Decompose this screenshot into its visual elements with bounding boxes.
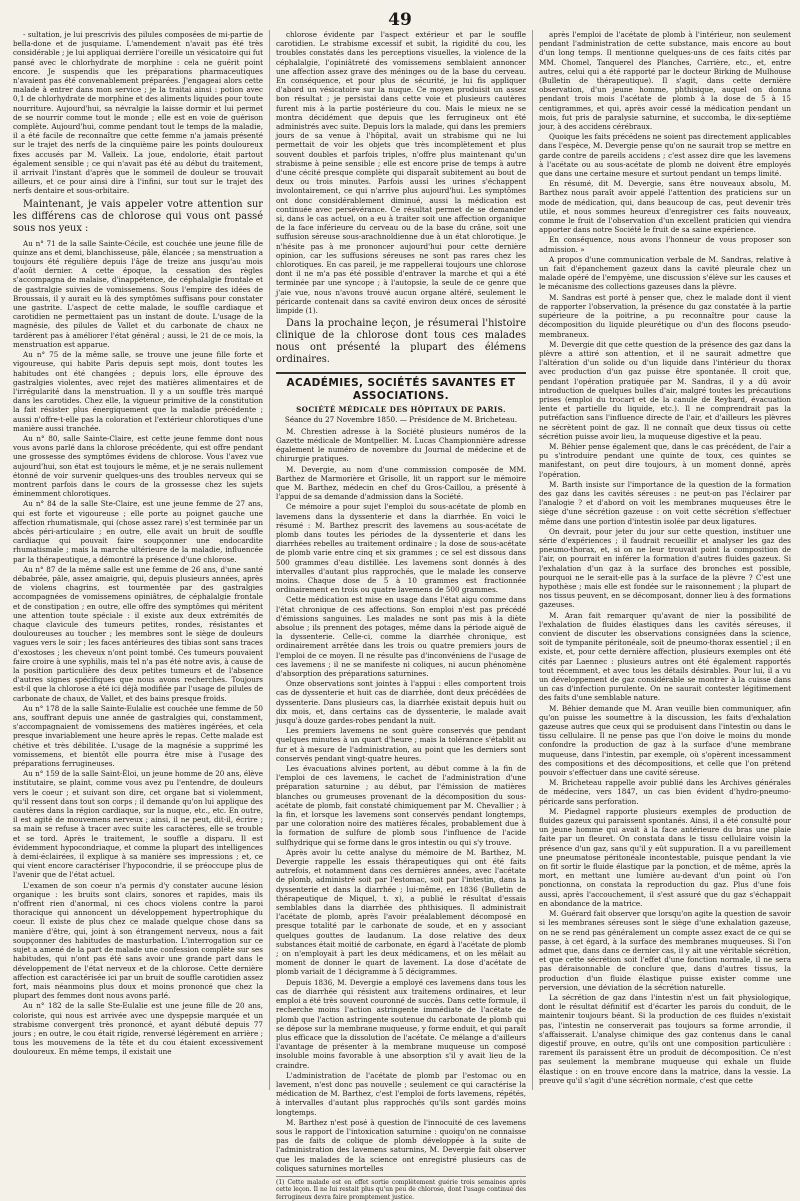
paragraph: M. Piedagnel rapporte plusieurs exemples de production de fluides gazeux qui paraissent spontanés. Ainsi, il a été consulté pour un jeune homme qui avait à la face antérieure du bras une plaie faite par un fleuret. On constata dans le tissu cellulaire voisin la présence d'un gaz, sans qu'il y eût suppuration. Il a vu pareillement une pneumatose péritonéale incontestable, puisque pendant la vie on fit sortir le fluide élastique par la ponction, et de même, après la mort, en mettant une lumière au-devant d'un point où l'on ponctionna, on constata la reproduction du gaz. Plus d'une fois aussi, après l'accouchement, il s'est assuré que du gaz s'échappait en abondance de la matrice. bbox=[539, 806, 791, 908]
paragraph: M. Béhier demande que M. Aran veuille bien communiquer, afin qu'on puisse les soumettre à la discussion, les faits d'exhalation gazeuse autres que ceux qui se produisent dans l'intestin ou dans le tissu cellulaire. Il ne pense pas que l'on doive le moins du monde confondre la production de gaz à la surface d'une membrane muqueuse, dans l'intestin, par exemple, où s'opèrent incessamment des compositions et des décompositions, et celle que l'on prétend pouvoir s'effectuer dans une cavité séreuse. bbox=[539, 703, 791, 778]
paragraph: En conséquence, nous avons l'honneur de vous proposer son admission. » bbox=[539, 235, 791, 254]
paragraph: Au n° 71 de la salle Sainte-Cécile, est couchée une jeune fille de quinze ans et demi, blanchisseuse, pâle, élancée ; sa menstruation a toujours été régulière depuis l'âge de treize ans jusqu'au mois d'août dernier. A cette époque, la cessation des règles s'accompagna de malaise, d'inappétence, de céphalalgie frontale et de gastralgie suivies de vomissemens. Sous l'empire des idées de Broussais, il y aurait eu là des symptômes suffisans pour constater une gastrite. L'aspect de cette malade, le souffle cardiaque et carotidien ne permettaient pas un instant de doute. L'usage de la magnésie, des pilules de Vallet et du carbonate de chaux ne tardèrent pas à améliorer l'état général ; aussi, le 21 de ce mois, la menstruation est apparue. bbox=[13, 238, 263, 349]
paragraph: Depuis 1836, M. Devergie a employé ces lavemens dans tous les cas de diarrhée qui résistent aux traitemens ordinaires, et leur emploi a été très souvent couronné de succès. Dans cette formule, il recherche moins l'action astringente immédiate de l'acétate de plomb que l'action astringente soutenue du carbonate de plomb qui se dépose sur la membrane muqueuse, y forme enduit, et qui paraît plus efficace que la dissolution de l'acétate. Ce mélange a d'ailleurs l'avantage de présenter à la membrane muqueuse un composé insoluble moins favorable à une absorption s'il y avait lieu de la craindre. bbox=[276, 977, 526, 1070]
paragraph: M. Devergie dit que cette question de la présence des gaz dans la plèvre a attiré son attention, et il ne saurait admettre que l'altération d'un solide ou d'un liquide dans l'intérieur du thorax avec production d'un gaz puisse être spontanée. Il croit que, pendant l'opération pratiquée par M. Sandras, il y a dû avoir introduction de quelques bulles d'air, malgré toutes les précautions prises (emploi du trocart et de la canule de Reybard, évacuation lente et partielle du liquide, etc.). Il ne comprendrait pas la putréfaction sans l'influence directe de l'air, et d'ailleurs les plèvres ne sécrètent point de gaz. Il ne connaît que deux tissus où cette sécrétion puisse avoir lieu, la muqueuse digestive et la peau. bbox=[539, 339, 791, 441]
footnote: (1) Cette malade est en effet sortie complètement guérie trois semaines après cette leçon. Il ne lui restait plus qu'un peu de chlorose, dont l'usage continué des ferrugineux devra faire promptement justice. bbox=[276, 1176, 526, 1201]
page-number: 49 bbox=[388, 10, 412, 30]
paragraph: Les évacuations alvines portent, au début comme à la fin de l'emploi de ces lavemens, le cachet de l'administration d'une préparation saturnine ; au début, par l'émission de matières blanches ou grumeuses provenant de la décomposition du sous-acétate de plomb, fait constaté chimiquement par M. Chevallier ; à la fin, et lorsque les lavemens sont conservés pendant longtemps, par une coloration noire des matières fécales, probablement due à la formation de sulfure de plomb sous l'influence de l'acide sulfhydrique qui se forme dans le gros intestin ou qui s'y trouve. bbox=[276, 764, 526, 847]
society-title: SOCIÉTÉ MÉDICALE DES HÔPITAUX DE PARIS. bbox=[296, 405, 506, 415]
paragraph: M. Barthez n'est posé à question de l'innocuité de ces lavemens sous le rapport de l'intoxication saturnine : quoiqu'on ne connaisse pas de faits de colique de plomb développée à la suite de l'administration des lavemens saturnins, M. Devergie fait observer que les malades de la science ont enregistré plusieurs cas de coliques saturnines mortelles bbox=[276, 1117, 526, 1173]
paragraph: M. Béhier pense également que, dans le cas précédent, de l'air a pu s'introduire pendant une quinte de toux, ces quintes se manifestant, on peut dire toujours, à un moment donné, après l'opération. bbox=[539, 441, 791, 479]
paragraph: Quoique les faits précédens ne soient pas directement applicables dans l'espèce, M. Devergie pense qu'on ne saurait trop se mettre en garde contre de pareils accidens ; c'est assez dire que les lavemens à l'acétate ou au sous-acétate de plomb ne doivent être employés que dans une certaine mesure et surtout pendant un temps limité. bbox=[539, 132, 791, 179]
paragraph: chlorose évidente par l'aspect extérieur et par le souffle carotidien. Le strabisme excessif et subit, la rigidité du cou, les troubles constatés dans les perceptions visuelles, la violence de la céphalalgie, l'opiniâtreté des vomissemens semblaient annoncer une affection assez grave des méninges ou de la base du cerveau. En conséquence, et pour plus de sécurité, je lui fis appliquer d'abord un vésicatoire sur la nuque. Ce moyen produisit un assez bon résultat ; je persistai dans cette voie et plusieurs cautères furent mis à la partie postérieure du cou. Mais le mieux ne se montra décidément que depuis que les ferrugineux ont été administrés avec suite. Depuis lors la malade, qui dans les premiers jours de sa venue à l'hôpital, avait un strabisme qui ne lui permettait de voir les objets que très incomplètement et plus souvent doubles et parfois triples, n'offre plus maintenant qu'un strabisme à peine sensible ; elle est encore prise de temps à autre d'une cécité presque complète qui disparaît subitement au bout de deux ou trois minutes. Parfois aussi les urines s'échappent involontairement, ce qui n'arrive plus aujourd'hui. Les symptômes ont donc considérablement diminué, aussi la médication est continuée avec persévérance. Ce résultat permet de se demander si, dans le cas actuel, on a eu à traiter soit une affection organique de la face inférieure du cerveau ou de la base du crâne, soit une suffusion séreuse sous-arachnoïdienne due à un état chlorotique. Je n'hésite pas à me prononcer aujourd'hui pour cette dernière opinion, car les suffusions séreuses ne sont pas rares chez les chlorotiques. En cas pareil, je me rappellerai toujours une chlorose dont il ne m'a pas été possible d'entraver la marche et qui a été terminée par une syncope ; à l'autopsie, la seule de ce genre que j'aie vue, nous n'avons trouvé aucun organe altéré, seulement le péricarde contenait dans sa cavité environ deux onces de sérosité limpide (1). bbox=[276, 30, 526, 316]
paragraph: M. Aran fait remarquer qu'avant de nier la possibilité de l'exhalation de fluides élastiques dans les cavités séreuses, il convient de discuter les observations consignées dans la science, soit de tympanite péritonéale, soit de pneumo-thorax essentiel ; il en existe, et, pour cette dernière affection, plusieurs exemples ont été cités par Laennec : plusieurs autres ont été également rapportés tout récemment, et avec tous les détails désirables. Pour lui, il a vu un développement de gaz considérable se montrer à la cuisse dans un cas d'infection purulente. On ne saurait contester légitimement des faits d'une semblable nature. bbox=[539, 610, 791, 703]
column-divider bbox=[532, 30, 533, 1090]
lecture-conclusion bbox=[276, 30, 526, 366]
society-report bbox=[276, 427, 526, 1173]
paragraph: Après avoir lu cette analyse du mémoire de M. Barthez, M. Devergie rappelle les essais thérapeutiques qui ont été faits autrefois, et notamment dans ces dernières années, avec l'acétate de plomb, administré soit par l'estomac, soit par l'intestin, dans la dyssenterie et dans la diarrhée ; lui-même, en 1836 (Bulletin de thérapeutique de Miquel, t. x), a publié le résultat d'essais semblables dans la diarrhée des phthisiques. Il administrait l'acétate de plomb, après l'avoir préalablement décomposé en presque totalité par le carbonate de soude, et en y associant quelques gouttes de laudanum. La dose relative des deux substances était moitié de carbonate, en égard à l'acétate de plomb ; on n'employait à part les deux médicamens, et on les mêlait au moment de donner le quart de lavement. La dose d'acétate de plomb variait de 1 décigramme à 5 décigrammes. bbox=[276, 847, 526, 977]
session-line: Séance du 27 Novembre 1850. — Présidence de M. Bricheteau. bbox=[284, 414, 518, 424]
paragraph: Au n° 84 de la salle Ste-Claire, est une jeune femme de 27 ans, qui est forte et vigoureuse ; elle porte au poignet gauche une affection rhumatismale, qui (chose assez rare) s'est terminée par un abcès péri-articulaire ; en outre, elle avait un bruit de souffle cardiaque qui pouvait faire soupçonner une endocardite rhumatismale ; mais la marche ultérieure de la maladie, influencée par la thérapeutique, a démontré la présence d'une chlorose. bbox=[13, 499, 263, 564]
paragraph: L'administration de l'acétate de plomb par l'estomac ou en lavement, n'est donc pas nouvelle ; seulement ce qui caractérise la médication de M. Barthez, c'est l'emploi de forts lavemens, répétés, à intervalles d'autant plus rapprochés qu'ils sont gardés moins longtemps. bbox=[276, 1070, 526, 1117]
paragraph: En résumé, dit M. Devergie, sans être nouveaux absolu, M. Barthez nous paraît avoir appelé l'attention des praticiens sur un mode de médication, qui, dans beaucoup de cas, peut devenir très utile, et nous sommes heureux d'enregistrer ces faits nouveaux, comme le fruit de l'observation d'un excellent praticien qui viendra apporter dans notre Société le fruit de sa saine expérience. bbox=[539, 179, 791, 235]
paragraph: Les premiers lavemens ne sont guère conservés que pendant quelques minutes à un quart d'heure ; mais la tolérance s'établit au fur et à mesure de l'administration, au point que les derniers sont conservés pendant vingt-quatre heures. bbox=[276, 726, 526, 763]
paragraph: - sultation, je lui prescrivis des pilules composées de mi-partie de bella-done et de jusquiame. L'amendement n'avait pas été très considérable ; je lui appliquai derrière l'oreille un vésicatoire qui fut pansé avec le chlorhydrate de morphine : cela ne guérit point encore. Je suspendis que les préparations pharmaceutiques n'avaient pas été convenablement préparées. J'engageai alors cette malade à entrer dans mon service ; je la traitai ainsi : potion avec 0,1 de chlorhydrate de morphine et des aliments liquides pour toute nourriture. Aujourd'hui, sa névralgie la laisse dormir et lui permet de se nourrir comme tout le monde ; elle est en voie de guérison complète. Aujourd'hui, comme pendant tout le temps de la maladie, il a été facile de reconnaître que cette femme n'a jamais présenté sur le trajet des nerfs de la cinquième paire les points douloureux fixes accusés par M. Valleix. La joue, endolorie, était partout également sensible ; ce qui n'avait pas été au début du traitement, il arrivait l'instant d'après que le sommeil de douleur se trouvait ailleurs, et ce pour ainsi dire à l'infini, sur tout sur le trajet des nerfs dentaire et sous-orbitaire. bbox=[13, 30, 263, 196]
paragraph: après l'emploi de l'acétate de plomb à l'intérieur, non seulement pendant l'administration de cette substance, mais encore au bout d'un long temps. Il mentionne quelques-uns de ces faits cités par MM. Chomel, Tanquerel des Planches, Carrière, etc., et, entre autres, celui qui a été rapporté par le docteur Birking de Mulhouse (Bulletin de thérapeutique). Il s'agit, dans cette dernière observation, d'un jeune homme, phthisique, auquel on donna pendant trois mois l'acétate de plomb à la dose de 5 à 15 centigrammes, et qui, après avoir cessé la médication pendant un mois, fut pris de paralysie saturnine, et succomba, le dix-septième jour, à des accidens cérébraux. bbox=[539, 30, 791, 132]
paragraph: Au n° 87 de la même salle est une femme de 26 ans, d'une santé débabrée, pâle, assez amaigrie, qui, depuis plusieurs années, après de violens chagrins, est tourmentée par des gastralgies accompagnées de vomissemens opiniâtres, de céphalalgie frontale et de constipation ; en outre, elle offre des symptômes qui méritent une attention toute spéciale : il existe aux deux extrémités de chaque clavicule des tumeurs petites, rondes, résistantes et douloureuses au toucher ; les membres sont le siège de douleurs vagues vers le soir ; les faces antérieures des tibias sont sans traces d'exostoses ; les cheveux n'ont point tombé. Ces tumeurs pouvaient faire croire à une syphilis, mais tel n'a pas été notre avis, à cause de la position particulière des deux petites tumeurs et de l'absence d'autres signes spécifiques que nous avons recherchés. Toujours est-il que la chlorose a été ici déjà modifiée par l'usage de pilules de carbonate de chaux, de Vallet, et des bains presque froids. bbox=[13, 564, 263, 703]
paragraph: A propos d'une communication verbale de M. Sandras, relative à un fait d'épanchement gazeux dans la cavité pleurale chez un malade opéré de l'empyème, une discussion s'élève sur les causes et le mécanisme des collections gazeuses dans la plèvre. bbox=[539, 254, 791, 292]
paragraph: Au n° 80, salle Sainte-Claire, est cette jeune femme dont nous vous avons parlé dans la chlorose précédente, qui est offre pendant une grossesse des symptômes évidens de chlorose. Vous l'avez vue aujourd'hui, son état est toujours le même, et je ne serais nullement étonné de voir survenir quelques-uns des troubles nerveux qui se montrent parfois dans le cours de la grossesse chez les sujets éminemment chlorotiques. bbox=[13, 433, 263, 499]
paragraph: Ce mémoire a pour sujet l'emploi du sous-acétate de plomb en lavemens dans la dyssenterie et dans la diarrhée. En voici le résumé : M. Barthez prescrit des lavemens au sous-acétate de plomb dans toutes les périodes de la dyssenterie et dans les diarrhées rebelles au traitement ordinaire ; la dose de sous-acétate de plomb varie entre cinq et six grammes ; ce sel est dissous dans 500 grammes d'eau distillée. Les lavemens sont donnés à des intervalles d'autant plus rapprochés, que le malade les conserve moins. Chaque dose de 5 à 10 grammes est fractionnée ordinairement en trois ou quatre lavemens de 500 grammes. bbox=[276, 502, 526, 595]
paragraph: L'examen de son coeur n'a permis d'y constater aucune lésion organique : les bruits sont clairs, sonores et rapides, mais ils n'offrent rien d'anormal, ni ces chocs violens contre la paroi thoracique qui annoncent un développement hypertrophique du coeur. Il existe de plus chez ce malade quelque chose dans sa manière d'être, qui, joint à son étrangement nerveux, nous a fait soupçonner des habitudes de masturbation. L'interrogation sur ce sujet a amené de la part de malade une confession complète sur ses habitudes, qui n'ont pas été sans avoir une grande part dans le développement de l'état nerveux et de la chlorose. Cette dernière affection est caractérisée ici par un bruit de souffle carotidien assez fort, mais néanmoins plus doux et moins prononcé que chez la plupart des femmes dont nous avons parlé. bbox=[13, 880, 263, 1001]
paragraph: Dans la prochaine leçon, je résumerai l'histoire clinique de la chlorose dont tous ces malades nous ont présenté la plupart des élémens ordinaires. bbox=[276, 318, 526, 366]
paragraph: Cette médication est mise en usage dans l'état aigu comme dans l'état chronique de ces affections. Son emploi n'est pas précédé d'émissions sanguines. Les malades ne sont pas mis à la diète absolue ; ils prennent des potages, même dans la période aiguë de la dyssenterie. Celle-ci, comme la diarrhée chronique, est ordinairement arrêtée dans les trois ou quatre premiers jours de l'emploi de ce moyen. Il ne résulte pas d'inconvéniens de l'usage de ces lavemens ; il ne se manifeste ni coliques, ni aucun phénomène d'absorption des préparations saturnines. bbox=[276, 595, 526, 678]
section-title: ACADÉMIES, SOCIÉTÉS SAVANTES ET ASSOCIATIONS. bbox=[286, 377, 516, 403]
column-left bbox=[13, 30, 263, 1090]
paragraph: Au n° 75 de la même salle, se trouve une jeune fille forte et vigoureuse, qui habite Paris depuis sept mois, dont toutes les habitudes ont été changées ; depuis lors, elle éprouve des gastralgies violentes, avec rejet des matières alimentaires et de l'irrégularité dans la menstruation. Il y a un souffle très marqué dans les carotides. Chez elle, la vigueur primitive de la constitution la fait résister plus énergiquement que la maladie précédente ; aussi n'offre-t-elle pas la coloration et l'extérieur chlorotiques d'une manière aussi tranchée. bbox=[13, 350, 263, 433]
column-middle bbox=[276, 30, 526, 1201]
paragraph: Onze observations sont jointes à l'appui : elles comportent trois cas de dyssenterie et huit cas de diarrhée, dont deux précédées de dyssenterie. Dans plusieurs cas, la diarrhée existait depuis huit ou dix mois, et, dans certains cas de dyssenterie, le malade avait jusqu'à douze gardes-robes pendant la nuit. bbox=[276, 679, 526, 725]
paragraph: Au n° 178 de la salle Sainte-Eulalie est couchée une femme de 50 ans, souffrant depuis une année de gastralgies qui, constamment, s'accompagnaient de vomissemens des matières ingérées, et cela presque invariablement une heure après le repas. Cette malade est chétive et très débilitée. L'usage de la magnésie a supprimé les vomissemens, et bientôt elle pourra être mise à l'usage des préparations ferrugineuses. bbox=[13, 703, 263, 769]
paragraph: M. Guérard fait observer que lorsqu'on agite la question de savoir si les membranes séreuses sont le siège d'une exhalation gazeuse, on ne se rend pas généralement un compte assez exact de ce qui se passe, à cet égard, à la surface des membranes muqueuses. Si l'on admet que, dans dans ce dernier cas, il y ait une véritable sécrétion, et que cette sécrétion soit l'effet d'une fonction normale, il ne sera pas déraisonnable de conclure que, dans d'autres tissus, la production d'un fluide élastique puisse exister comme une perversion, une déviation de la sécrétion naturelle. bbox=[539, 909, 791, 992]
paragraph: M. Chrestien adresse à la Société plusieurs numéros de la Gazette médicale de Montpellier. M. Lucas Championnière adresse également le numéro de novembre du Journal de médecine et de chirurgie pratiques. bbox=[276, 426, 526, 464]
paragraph: Au n° 159 de la salle Saint-Éloi, un jeune homme de 20 ans, élève institutaire, se plaint, comme vous avez pu l'entendre, de douleurs vers le coeur ; et suivant son dire, cet organe bat si violemment, qu'il ressent dans tout son corps ; il demande qu'on lui applique des cautères dans la région cardiaque, sur la nuque, etc., etc. En outre, il est agité de mouvemens nerveux ; ainsi, il ne peut, dit-il, écrire ; sa main se refuse à tracer avec suite les caractères, elle se trouble et se tord. Après le traitement, le souffle a disparu. Il est évidemment hypocondriaque, et comme la plupart des intelligences à demi-éclairées, il explique à sa manière ses impressions ; et, ce qui vient encore caractériser l'hypocondrie, il se préoccupe plus de l'avenir que de l'état actuel. bbox=[13, 769, 263, 880]
paragraph: On devrait, pour jeter du jour sur cette question, instituer une série d'expériences ; il faudrait recueillir et analyser les gaz des pneumo-thorax, et, si on ne leur trouvait point la composition de l'air, on pourrait en inférer la formation d'autres fluides gazeux. Si l'exhalation d'un gaz à la surface des bronches est possible, pourquoi ne le serait-elle pas à la surface de la plèvre ? C'est une hypothèse ; mais elle est fondée sur le raisonnement ; la plupart de nos tissus peuvent, en se décomposant, donner lieu à des formations gazeuses. bbox=[539, 526, 791, 610]
column-right bbox=[539, 30, 791, 1090]
column-divider bbox=[269, 30, 270, 1090]
academies-section-header bbox=[276, 372, 526, 423]
paragraph: M. Sandras est porté à penser que, chez le malade dont il vient de rapporter l'observation, la présence du gaz constatée à la partie supérieure de la poitrine, a pu reconnaître pour cause la décomposition du liquide pleurétique ou d'un des flocons pseudo-membraneux. bbox=[539, 292, 791, 339]
paragraph: Au n° 182 de la salle Ste-Eulalie est une jeune fille de 20 ans, coloriste, qui nous est arrivée avec une dyspepsie marquée et un strabisme convergent très prononcé, et ayant débuté depuis 77 jours ; en outre, le cou était rigide, renversé légèrement en arrière ; tous les mouvemens de la tête et du cou étaient excessivement douloureux. En même temps, il existait une bbox=[13, 1001, 263, 1057]
paragraph: La sécrétion de gaz dans l'intestin n'est un fait physiologique, dont le résultat définitif est d'écarter les parois du conduit, de le maintenir toujours béant. Si la production de ces fluides n'existait pas, l'intestin ne conserverait pas toujours sa forme arrondie, il s'affaisserait. L'analyse chimique des gaz contenus dans le canal digestif prouve, en outre, qu'ils ont une composition particulière : rarement ils paraissent être un produit de décomposition. Ce n'est pas seulement la membrane muqueuse qui exhale un fluide élastique : on en trouve encore dans la matrice, dans la vessie. La preuve qu'il s'agit d'une sécrétion normale, c'est que cette bbox=[539, 992, 791, 1085]
paragraph: M. Bricheteau rappelle avoir publié dans les Archives générales de médecine, vers 1847, un cas bien évident d'hydro-pneumo-péricarde sans perforation. bbox=[539, 778, 791, 806]
paragraph: M. Barth insiste sur l'importance de la question de la formation des gaz dans les cavités séreuses : ne peut-on pas l'éclairer par l'analogie ? et d'abord on voit les membranes muqueuses être le siège d'une sécrétion gazeuse : on voit cette sécrétion s'effectuer même dans une portion d'intestin isolée par deux ligatures. bbox=[539, 479, 791, 526]
paragraph: Maintenant, je vais appeler votre attention sur les différens cas de chlorose qui vous ont passé sous nos yeux : bbox=[13, 198, 263, 234]
paragraph: M. Devergie, au nom d'une commission composée de MM. Barthez de Marmorière et Grisolle, lit un rapport sur le mémoire que M. Barthez, médecin en chef du Gros-Caillou, a présenté à l'appui de sa demande d'admission dans la Société. bbox=[276, 464, 526, 502]
